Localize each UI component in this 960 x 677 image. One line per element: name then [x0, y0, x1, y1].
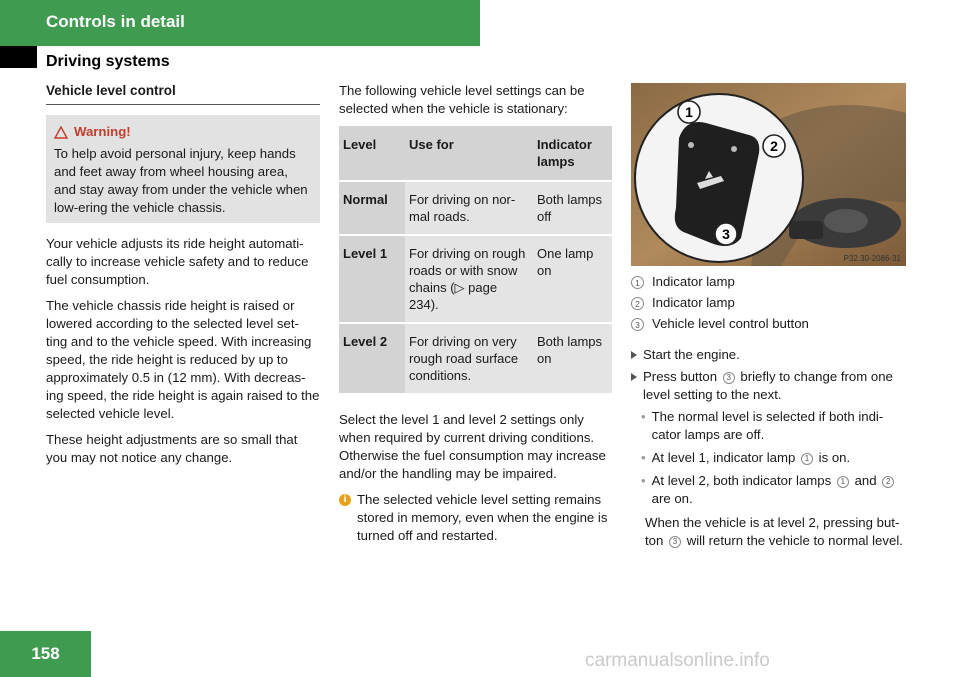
photo-code: P32.30-2086-31 — [843, 254, 901, 263]
legend-list — [631, 273, 911, 333]
warning-box — [46, 115, 320, 223]
bullet-dot-icon: • — [641, 450, 646, 465]
number-badge: 1 — [837, 476, 849, 488]
paragraph: When the vehicle is at level 2, pressing but-ton 3 will return the vehicle to normal level. — [645, 515, 903, 548]
step-arrow-icon — [631, 373, 637, 381]
info-note — [339, 491, 613, 545]
bullet-item — [641, 408, 911, 444]
bullet-text: At level 2, both indicator lamps 1 and 2 are on. — [652, 472, 911, 508]
bullet-item — [641, 449, 911, 467]
number-badge: 1 — [631, 276, 644, 289]
chapter-title: Controls in detail — [46, 12, 185, 31]
step — [631, 346, 911, 364]
table-intro: The following vehicle level settings can be selected when the vehicle is stationary: — [339, 83, 585, 116]
warning-label: Warning! — [74, 124, 131, 139]
warning-triangle-icon — [54, 126, 68, 139]
column-3 — [631, 273, 911, 558]
level-cell: Level 2 — [339, 323, 405, 393]
info-text: The selected vehicle level setting remains stored in memory, even when the engine is turned off and restarted. — [357, 492, 608, 543]
table-row — [339, 235, 612, 323]
step-arrow-icon — [631, 351, 637, 359]
paragraph: The vehicle chassis ride height is raised or lowered according to the selected level set-ting and to the vehicle speed. With increasing speed, the ride height is reduced by up to approximately 0.5 in (12 mm). With decreas-ing speed, the ride height is again raised to the selected vehicle level. — [46, 298, 320, 421]
legend-text: Vehicle level control button — [652, 316, 809, 331]
paragraph: These height adjustments are so small that you may not notice any change. — [46, 432, 298, 465]
level-cell: Level 1 — [339, 235, 405, 323]
number-badge: 3 — [723, 372, 735, 384]
number-badge: 1 — [801, 453, 813, 465]
paragraph: Select the level 1 and level 2 settings only when required by current driving conditions. Otherwise the fuel consumption may increase and/or the handling may be impaired. — [339, 412, 606, 481]
step-text: Press button 3 briefly to change from one level setting to the next. — [643, 369, 893, 402]
warning-text: To help avoid personal injury, keep hands and feet away from wheel housing area, and stay away from under the vehicle when low-ering the vehicle chassis. — [54, 146, 308, 215]
number-badge: 2 — [882, 476, 894, 488]
bullet-dot-icon: • — [641, 409, 646, 424]
number-badge: 3 — [669, 536, 681, 548]
legend-text: Indicator lamp — [652, 295, 735, 310]
table-row — [339, 323, 612, 393]
use-cell: For driving on very rough road surface conditions. — [405, 323, 533, 393]
step-text: Start the engine. — [643, 347, 740, 362]
lamps-cell: Both lamps off — [533, 181, 612, 235]
table-header-row — [339, 126, 612, 181]
legend-text: Indicator lamp — [652, 274, 735, 289]
info-icon: i — [339, 494, 351, 506]
use-cell: For driving on rough roads or with snow chains (▷ page 234). — [405, 235, 533, 323]
column-1 — [46, 82, 320, 475]
vehicle-level-button-photo — [631, 83, 906, 266]
use-cell: For driving on nor-mal roads. — [405, 181, 533, 235]
step — [631, 368, 911, 404]
lamps-cell: One lamp on — [533, 235, 612, 323]
callout-2: 2 — [770, 138, 778, 154]
column-header: Level — [339, 126, 405, 181]
paragraph: Your vehicle adjusts its ride height automati-cally to increase vehicle safety and to reduce fuel consumption. — [46, 236, 309, 287]
level-cell: Normal — [339, 181, 405, 235]
section-title: Driving systems — [46, 53, 170, 70]
watermark: carmanualsonline.info — [585, 650, 770, 671]
number-badge: 3 — [631, 318, 644, 331]
page-number: 158 — [0, 631, 91, 677]
column-header: Indicator lamps — [533, 126, 612, 181]
level-table — [339, 126, 612, 393]
bullet-text: At level 1, indicator lamp 1 is on. — [651, 450, 851, 465]
table-row — [339, 181, 612, 235]
legend-item — [631, 294, 911, 312]
callout-1: 1 — [685, 104, 693, 120]
bullet-dot-icon: • — [641, 473, 646, 488]
column-header: Use for — [405, 126, 533, 181]
legend-item — [631, 315, 911, 333]
bullet-item — [641, 472, 911, 508]
callout-3: 3 — [722, 226, 730, 242]
warning-title — [54, 123, 312, 141]
section-tab-marker — [0, 46, 37, 68]
lamps-cell: Both lamps on — [533, 323, 612, 393]
number-badge: 2 — [631, 297, 644, 310]
legend-item — [631, 273, 911, 291]
bullet-text: The normal level is selected if both indi-cator lamps are off. — [651, 409, 884, 442]
column-2 — [339, 82, 613, 545]
subsection-heading: Vehicle level control — [46, 82, 320, 105]
